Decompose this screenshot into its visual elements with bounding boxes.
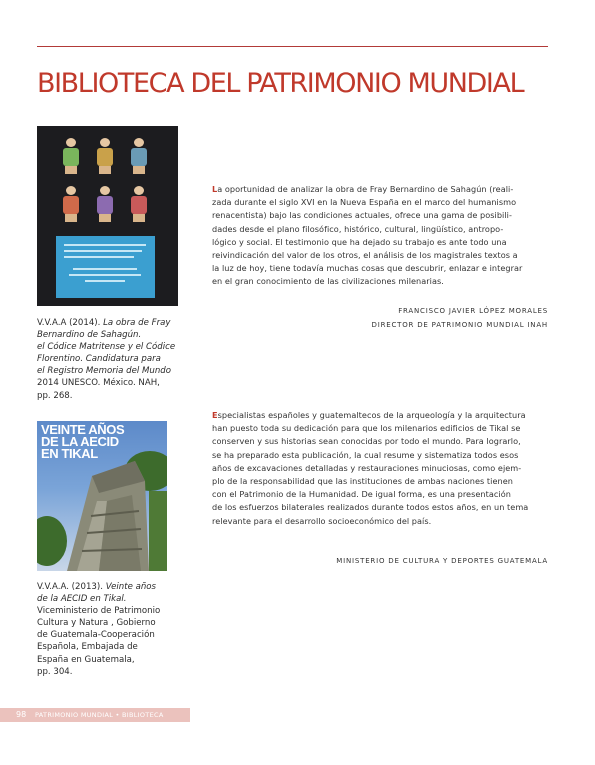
cover-title: VEINTE AÑOS DE LA AECID EN TIKAL — [41, 422, 125, 461]
review-line: La oportunidad de analizar la obra de Fray Bernardino de Sahagún (reali- — [212, 184, 514, 194]
caption-line: 2014 UNESCO. México. NAH, — [37, 378, 160, 389]
review-line: relevante para el desarrollo socioeconómico del país. — [212, 515, 432, 526]
caption-line: V.V.A.A. (2013). Veinte años — [37, 582, 157, 592]
caption-line: Viceministerio de Patrimonio — [37, 606, 161, 617]
drop-initial: E — [212, 410, 218, 420]
caption-line: Florentino. Candidatura para — [37, 354, 161, 365]
review-line: con el Patrimonio de la Humanidad. De igual forma, es una presentación — [212, 489, 511, 500]
review2-text — [212, 409, 548, 528]
codex-figure — [59, 136, 83, 174]
review2-author: MINISTERIO DE CULTURA Y DEPORTES GUATEMALA — [336, 557, 548, 565]
review1-author: FRANCISCO JAVIER LÓPEZ MORALES — [398, 307, 548, 315]
caption-line: el Códice Matritense y el Códice — [37, 342, 176, 353]
book-cover-tikal — [37, 421, 167, 571]
review-line: han puesto toda su dedicación para que los milenarios edificios de Tikal se — [212, 423, 521, 434]
review-line: zada durante el siglo XVI en la Nueva España en el marco del humanismo — [212, 197, 517, 208]
book2-caption — [37, 581, 160, 678]
review-line: años de excavaciones detalladas y restauraciones minuciosas, como ejem- — [212, 462, 522, 473]
codex-figure — [93, 184, 117, 222]
review-line: plo de la responsabilidad que las instituciones de ambas naciones tienen — [212, 476, 513, 487]
page-number: 98 — [16, 710, 27, 719]
caption-line: España en Guatemala, — [37, 654, 135, 665]
caption-line: V.V.A.A (2014). La obra de Fray — [37, 318, 171, 328]
caption-line: pp. 268. — [37, 390, 73, 401]
codex-figure — [59, 184, 83, 222]
drop-initial: L — [212, 184, 218, 194]
review-line: dades desde el plano filosófico, histórico, cultural, lingüístico, antropo- — [212, 223, 504, 234]
review-line: lógico y social. El testimonio que ha dejado su trabajo es ante todo una — [212, 236, 507, 247]
caption-line: el Registro Memoria del Mundo — [37, 366, 172, 377]
book-cover-sahagun — [37, 126, 178, 306]
header-rule — [37, 46, 548, 47]
footer-bar — [0, 708, 190, 722]
caption-line: de Guatemala-Cooperación — [37, 630, 155, 641]
review-line: de los esfuerzos bilaterales realizados durante todos estos años, en un tema — [212, 502, 529, 513]
review1-text — [212, 183, 548, 289]
review-line: se ha preparado esta publicación, la cual resume y sistematiza todos esos — [212, 449, 519, 460]
caption-line: de la AECID en Tikal. — [37, 594, 127, 605]
page-title: BIBLIOTECA DEL PATRIMONIO MUNDIAL — [37, 68, 524, 99]
caption-line: Cultura y Natura , Gobierno — [37, 618, 156, 629]
book1-caption — [37, 317, 175, 402]
caption-line: Bernardino de Sahagún. — [37, 330, 142, 341]
review-line: renacentista) bajo las condiciones actuales, ofrece una gama de posibili- — [212, 210, 512, 221]
review-line: en el gran conocimiento de las civilizaciones milenarias. — [212, 276, 444, 287]
codex-figure — [127, 136, 151, 174]
caption-line: pp. 304. — [37, 666, 73, 677]
cover-title-panel — [56, 236, 155, 298]
caption-line: Española, Embajada de — [37, 642, 138, 653]
footer-section-label: PATRIMONIO MUNDIAL • BIBLIOTECA — [35, 711, 164, 719]
review-line: reivindicación del valor de los otros, el análisis de los magistrales textos a — [212, 250, 518, 261]
review1-role: DIRECTOR DE PATRIMONIO MUNDIAL INAH — [371, 321, 548, 329]
review-line: la luz de hoy, tiene todavía muchas cosas que descubrir, enlazar e integrar — [212, 263, 523, 274]
review-line: conserven y sus historias sean conocidas por todo el mundo. Para lograrlo, — [212, 436, 521, 447]
codex-figure — [127, 184, 151, 222]
review-line: Especialistas españoles y guatemaltecos de la arqueología y la arquitectura — [212, 410, 526, 420]
codex-figure — [93, 136, 117, 174]
